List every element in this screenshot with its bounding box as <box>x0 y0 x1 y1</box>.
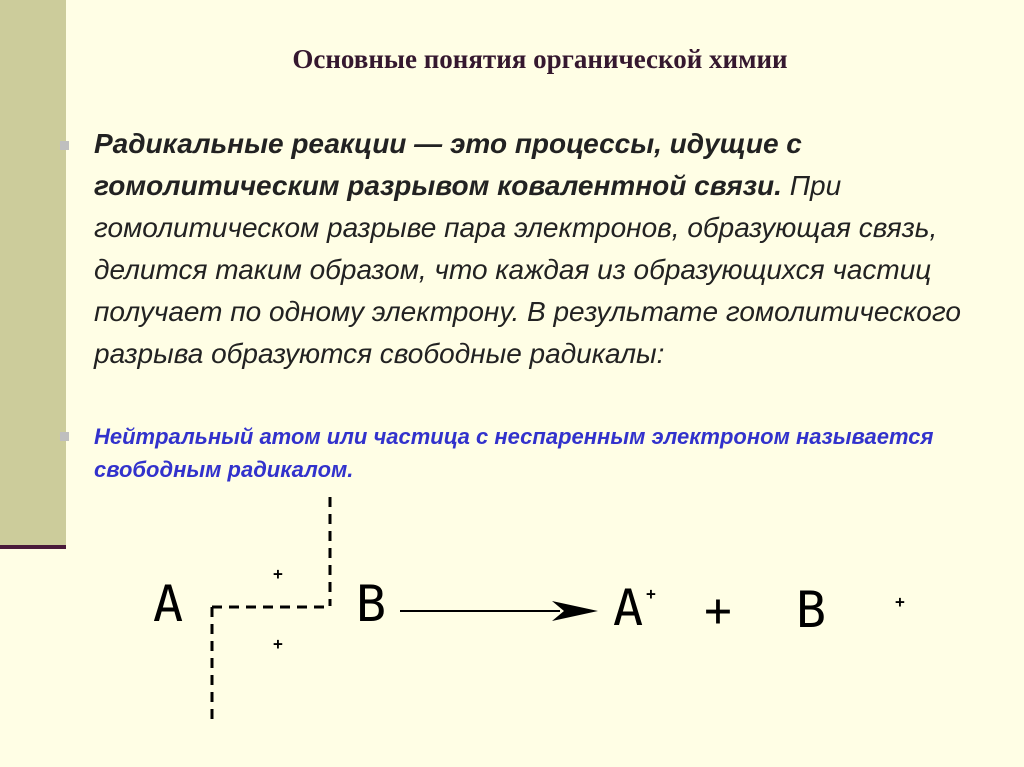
product-a: A <box>612 579 644 637</box>
product-b-radical-dot: + <box>895 592 905 611</box>
plus-sign: + <box>704 583 732 637</box>
electron-dot-upper: + <box>273 564 283 583</box>
bullet-text-2: Нейтральный атом или частица с неспаренным электроном называется свободным радикалом. <box>94 424 934 482</box>
product-b: B <box>795 581 827 639</box>
atom-a: A <box>152 575 184 633</box>
electron-dot-lower: + <box>273 634 283 653</box>
bullet-text-1-bold: Радикальные реакции — это процессы, идущие с гомолитическим разрывом ковалентной связи. <box>94 128 802 201</box>
atom-b: B <box>355 575 387 633</box>
bullet-text-1-normal: При гомолитическом разрыве пара электронов, образующая связь, делится таким образом, что каждая из образующихся частиц получает по одному электрону. В результате гомолитического разрыва образуются свободные радикалы: <box>94 170 961 369</box>
product-a-radical-dot: + <box>646 584 656 603</box>
slide-title: Основные понятия органической химии <box>292 44 788 74</box>
